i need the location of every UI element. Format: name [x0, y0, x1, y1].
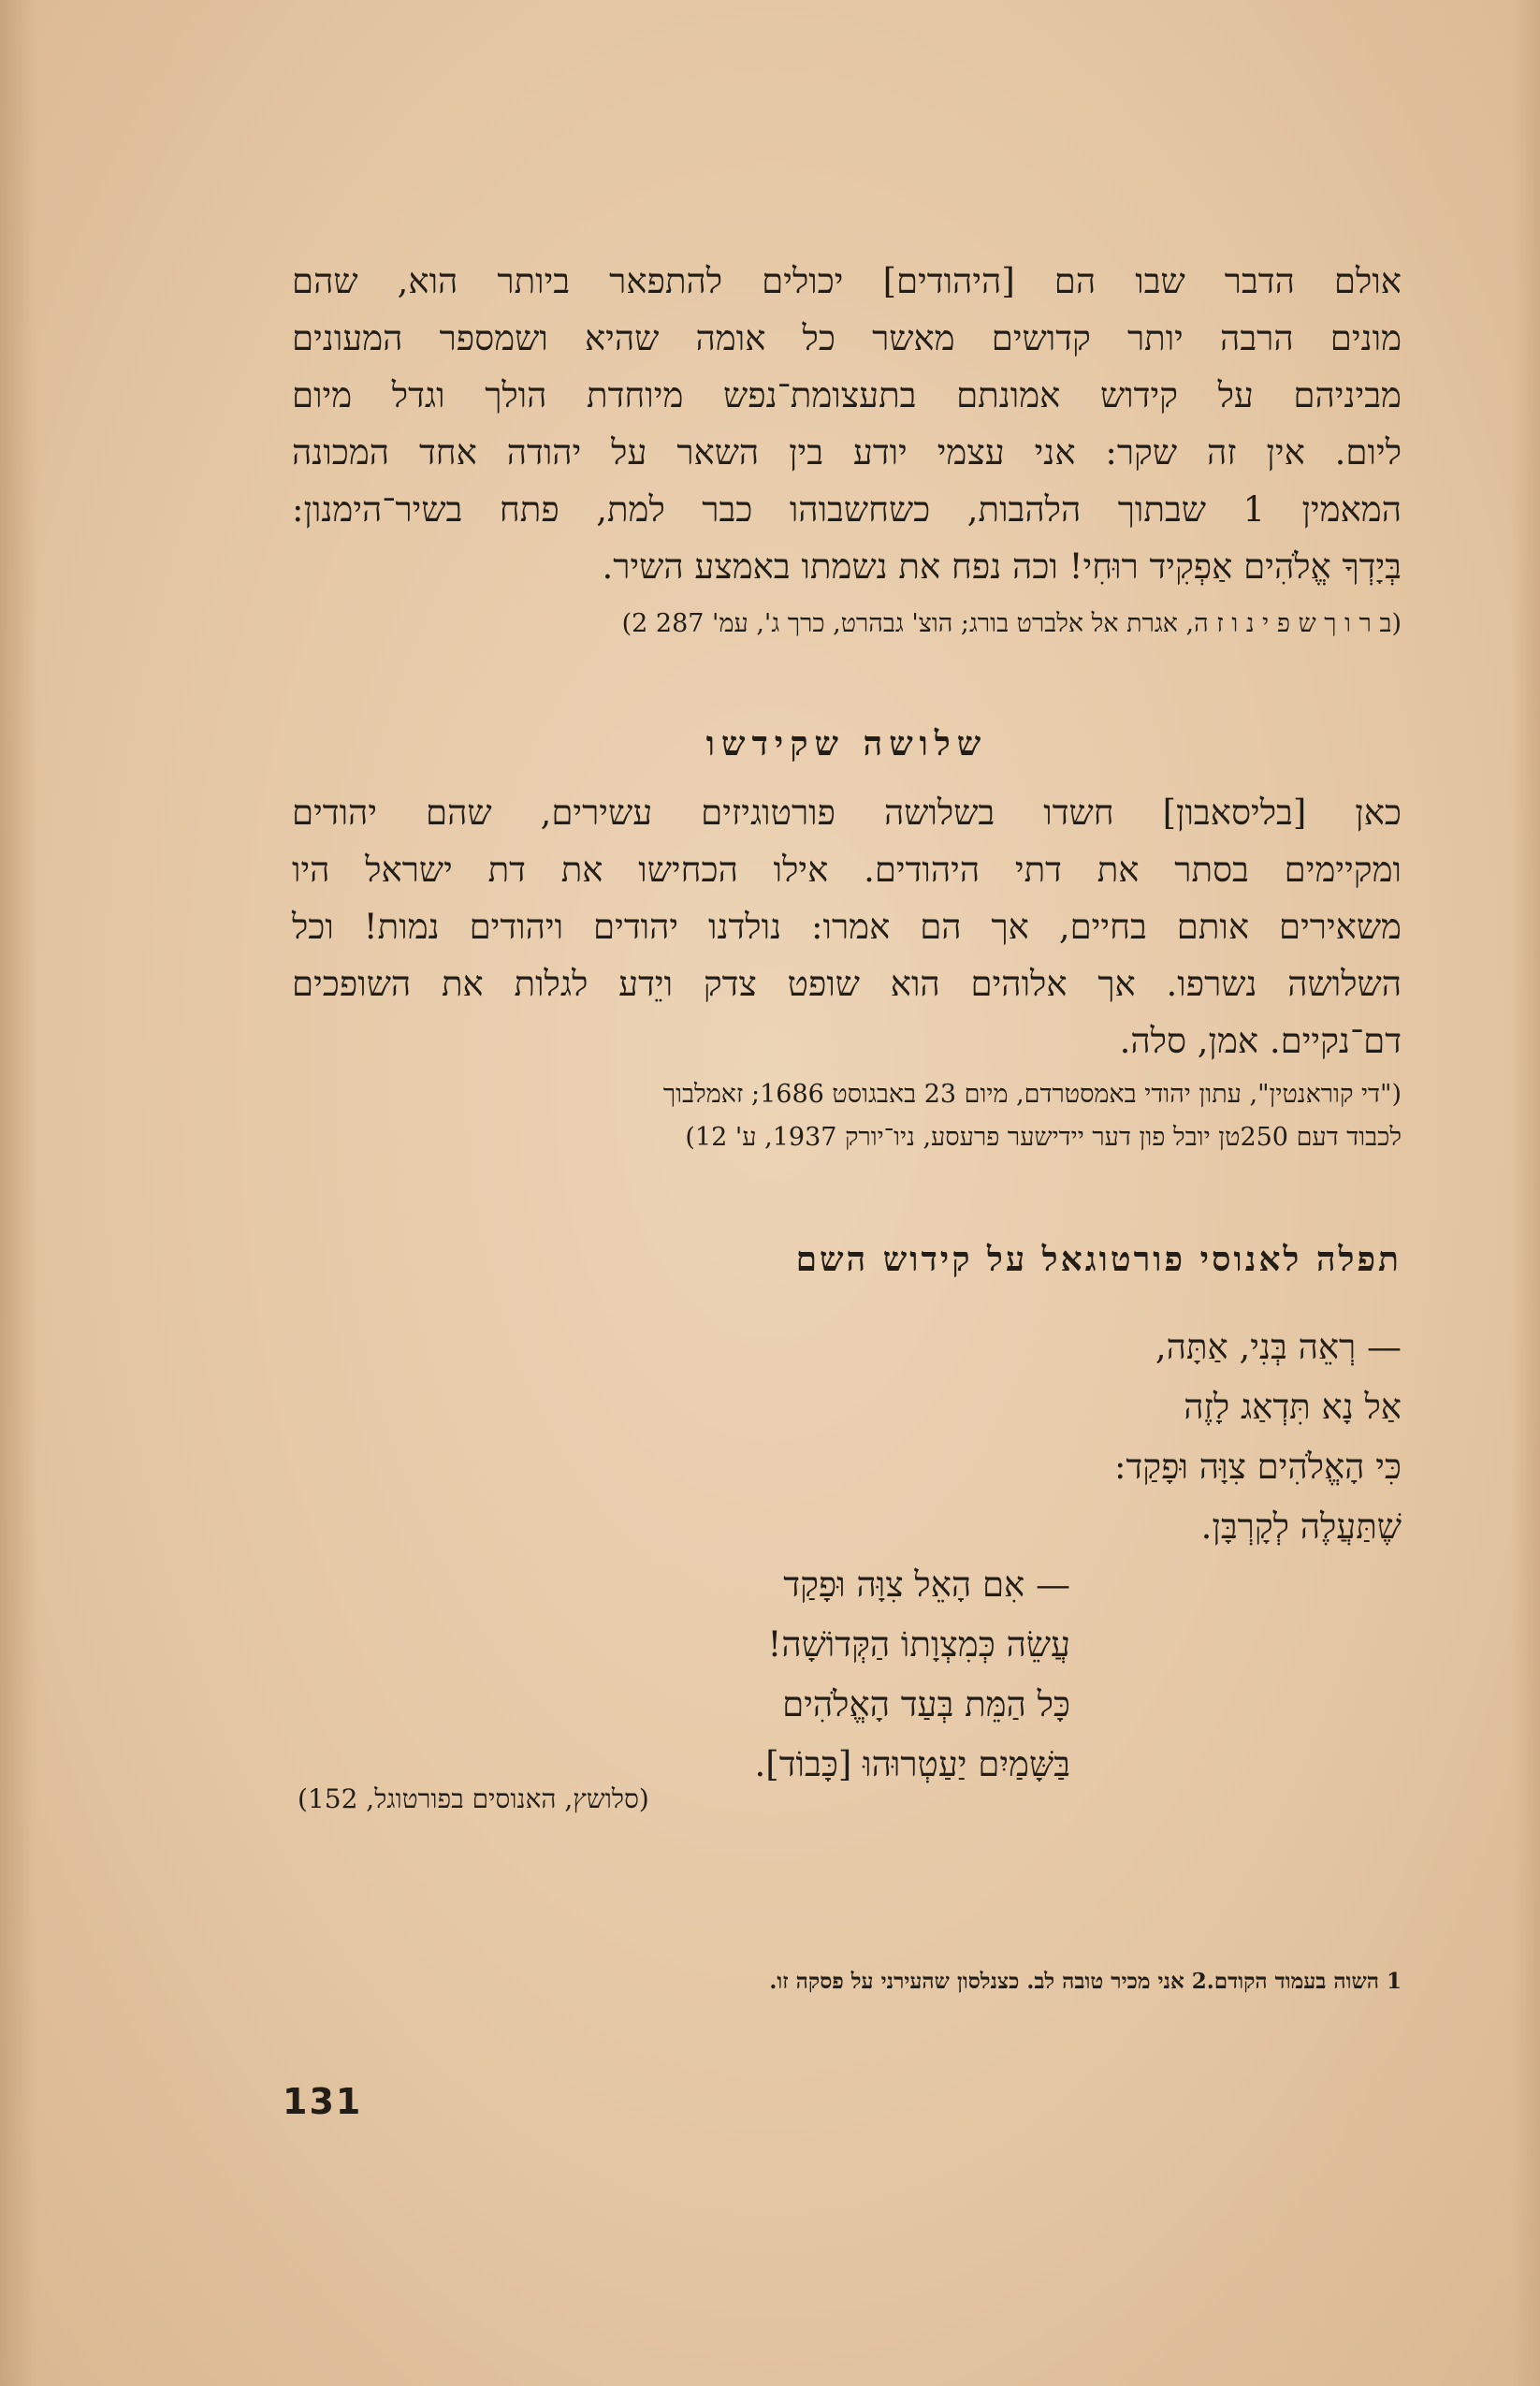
poem-line: אַל נָא תִּדְאַג לָזֶה	[1184, 1387, 1402, 1427]
spinoza-paragraph	[292, 253, 1402, 595]
paragraph-line: ומקיימים בסתר את דתי היהודים. אילו הכחישו את דת ישראל היו	[292, 850, 1402, 890]
page-number: 131	[283, 2081, 363, 2122]
spinoza-source	[292, 603, 1402, 646]
poem-stanza-1	[1114, 1317, 1402, 1557]
poem-source: (סלושץ, האנוסים בפורטוגל, 152)	[298, 1783, 649, 1814]
poem-stanza-2	[755, 1555, 1070, 1795]
poem-line: בַּשָּׁמַיִם יַעַטְרוּהוּ [כָּבוֹד].	[754, 1744, 1070, 1784]
paragraph-line: המאמין 1 שבתוך הלהבות, כשחשבוהו כבר למת, פתח בשיר־הימנון:	[292, 489, 1402, 530]
poem-line: כִּי הָאֱלֹהִים צִוָּה וּפָקַד:	[1114, 1447, 1402, 1487]
paragraph-line: מביניהם על קידוש אמונתם בתעצומת־נפש מיוחדת הולך וגדל מיום	[292, 375, 1402, 415]
poem-line: כָּל הַמֵּת בְּעַד הָאֱלֹהִים	[782, 1684, 1070, 1724]
paragraph-line: מונים הרבה יותר קדושים מאשר כל אומה שהיא ושמספר המעונים	[292, 318, 1402, 358]
paragraph-line: ליום. אין זה שקר: אני עצמי יודע בין השאר על יהודה אחד המכונה	[292, 432, 1402, 473]
footnote-1: 1 השוה בעמוד הקודם.	[1206, 1969, 1402, 1994]
paragraph-line: השלושה נשרפו. אך אלוהים הוא שופט צדק ויֵדע לגלות את השופכים	[292, 964, 1402, 1004]
poem-line: עֲשֵׂה כְּמִצְוָתוֹ הַקְּדוֹשָׁה!	[767, 1624, 1070, 1665]
page-edge-shadow-right	[1512, 0, 1540, 2386]
paragraph-line: בְּיָדְךָ אֱלֹהִים אַפְקִיד רוּחִי! וכה נפח את נשמתו באמצע השיר.	[602, 546, 1402, 587]
page-edge-shadow-left	[0, 0, 37, 2386]
three-martyrs-passage	[292, 784, 1402, 1159]
poem-line: — רְאֵה בְּנִי, אַתָּה,	[1155, 1327, 1402, 1367]
spinoza-passage	[292, 253, 1402, 646]
source-line: ("די קוראנטין", עתון יהודי באמסטרדם, מיום 23 באבגוסט 1686; זאמלבוך	[662, 1080, 1402, 1109]
section-heading-prayer: תפלה לאנוסי פורטוגאל על קידוש השם	[795, 1240, 1402, 1279]
source-line: (ב ר ו ך ש פ י נ ו ז ה, אגרת אל אלברט בורג; הוצ' גבהרט, כרך ג', עמ' 287 2)	[621, 609, 1402, 638]
footnotes	[292, 1969, 1402, 1994]
paragraph-line: משאירים אותם בחיים, אך הם אמרו: נולדנו יהודים ויהודים נמות! וכל	[292, 907, 1402, 947]
footnote-2: 2 אני מכיר טובה לב. כצנלסון שהעירני על פסקה זו.	[769, 1969, 1207, 1994]
source-line: לכבוד דעם 250טן יובל פון דער יידישער פרעסע, ניו־יורק 1937, ע' 12)	[685, 1123, 1402, 1152]
section-heading-three-martyrs: שלושה שקידשו	[705, 724, 988, 764]
three-martyrs-paragraph	[292, 784, 1402, 1069]
paragraph-line: כאן [בליסאבון] חשדו בשלושה פורטוגיזים עשירים, שהם יהודים	[292, 793, 1402, 833]
poem-line: שֶׁתַּעֲלֶה לְקָרְבָּן.	[1200, 1506, 1402, 1547]
paragraph-line: אולם הדבר שבו הם [היהודים] יכולים להתפאר ביותר הוא, שהם	[292, 261, 1402, 301]
paragraph-line: דם־נקיים. אמן, סלה.	[1119, 1021, 1402, 1061]
poem-line: — אִם הָאֵל צִוָּה וּפָקַד	[783, 1564, 1070, 1605]
three-martyrs-source	[292, 1073, 1402, 1159]
